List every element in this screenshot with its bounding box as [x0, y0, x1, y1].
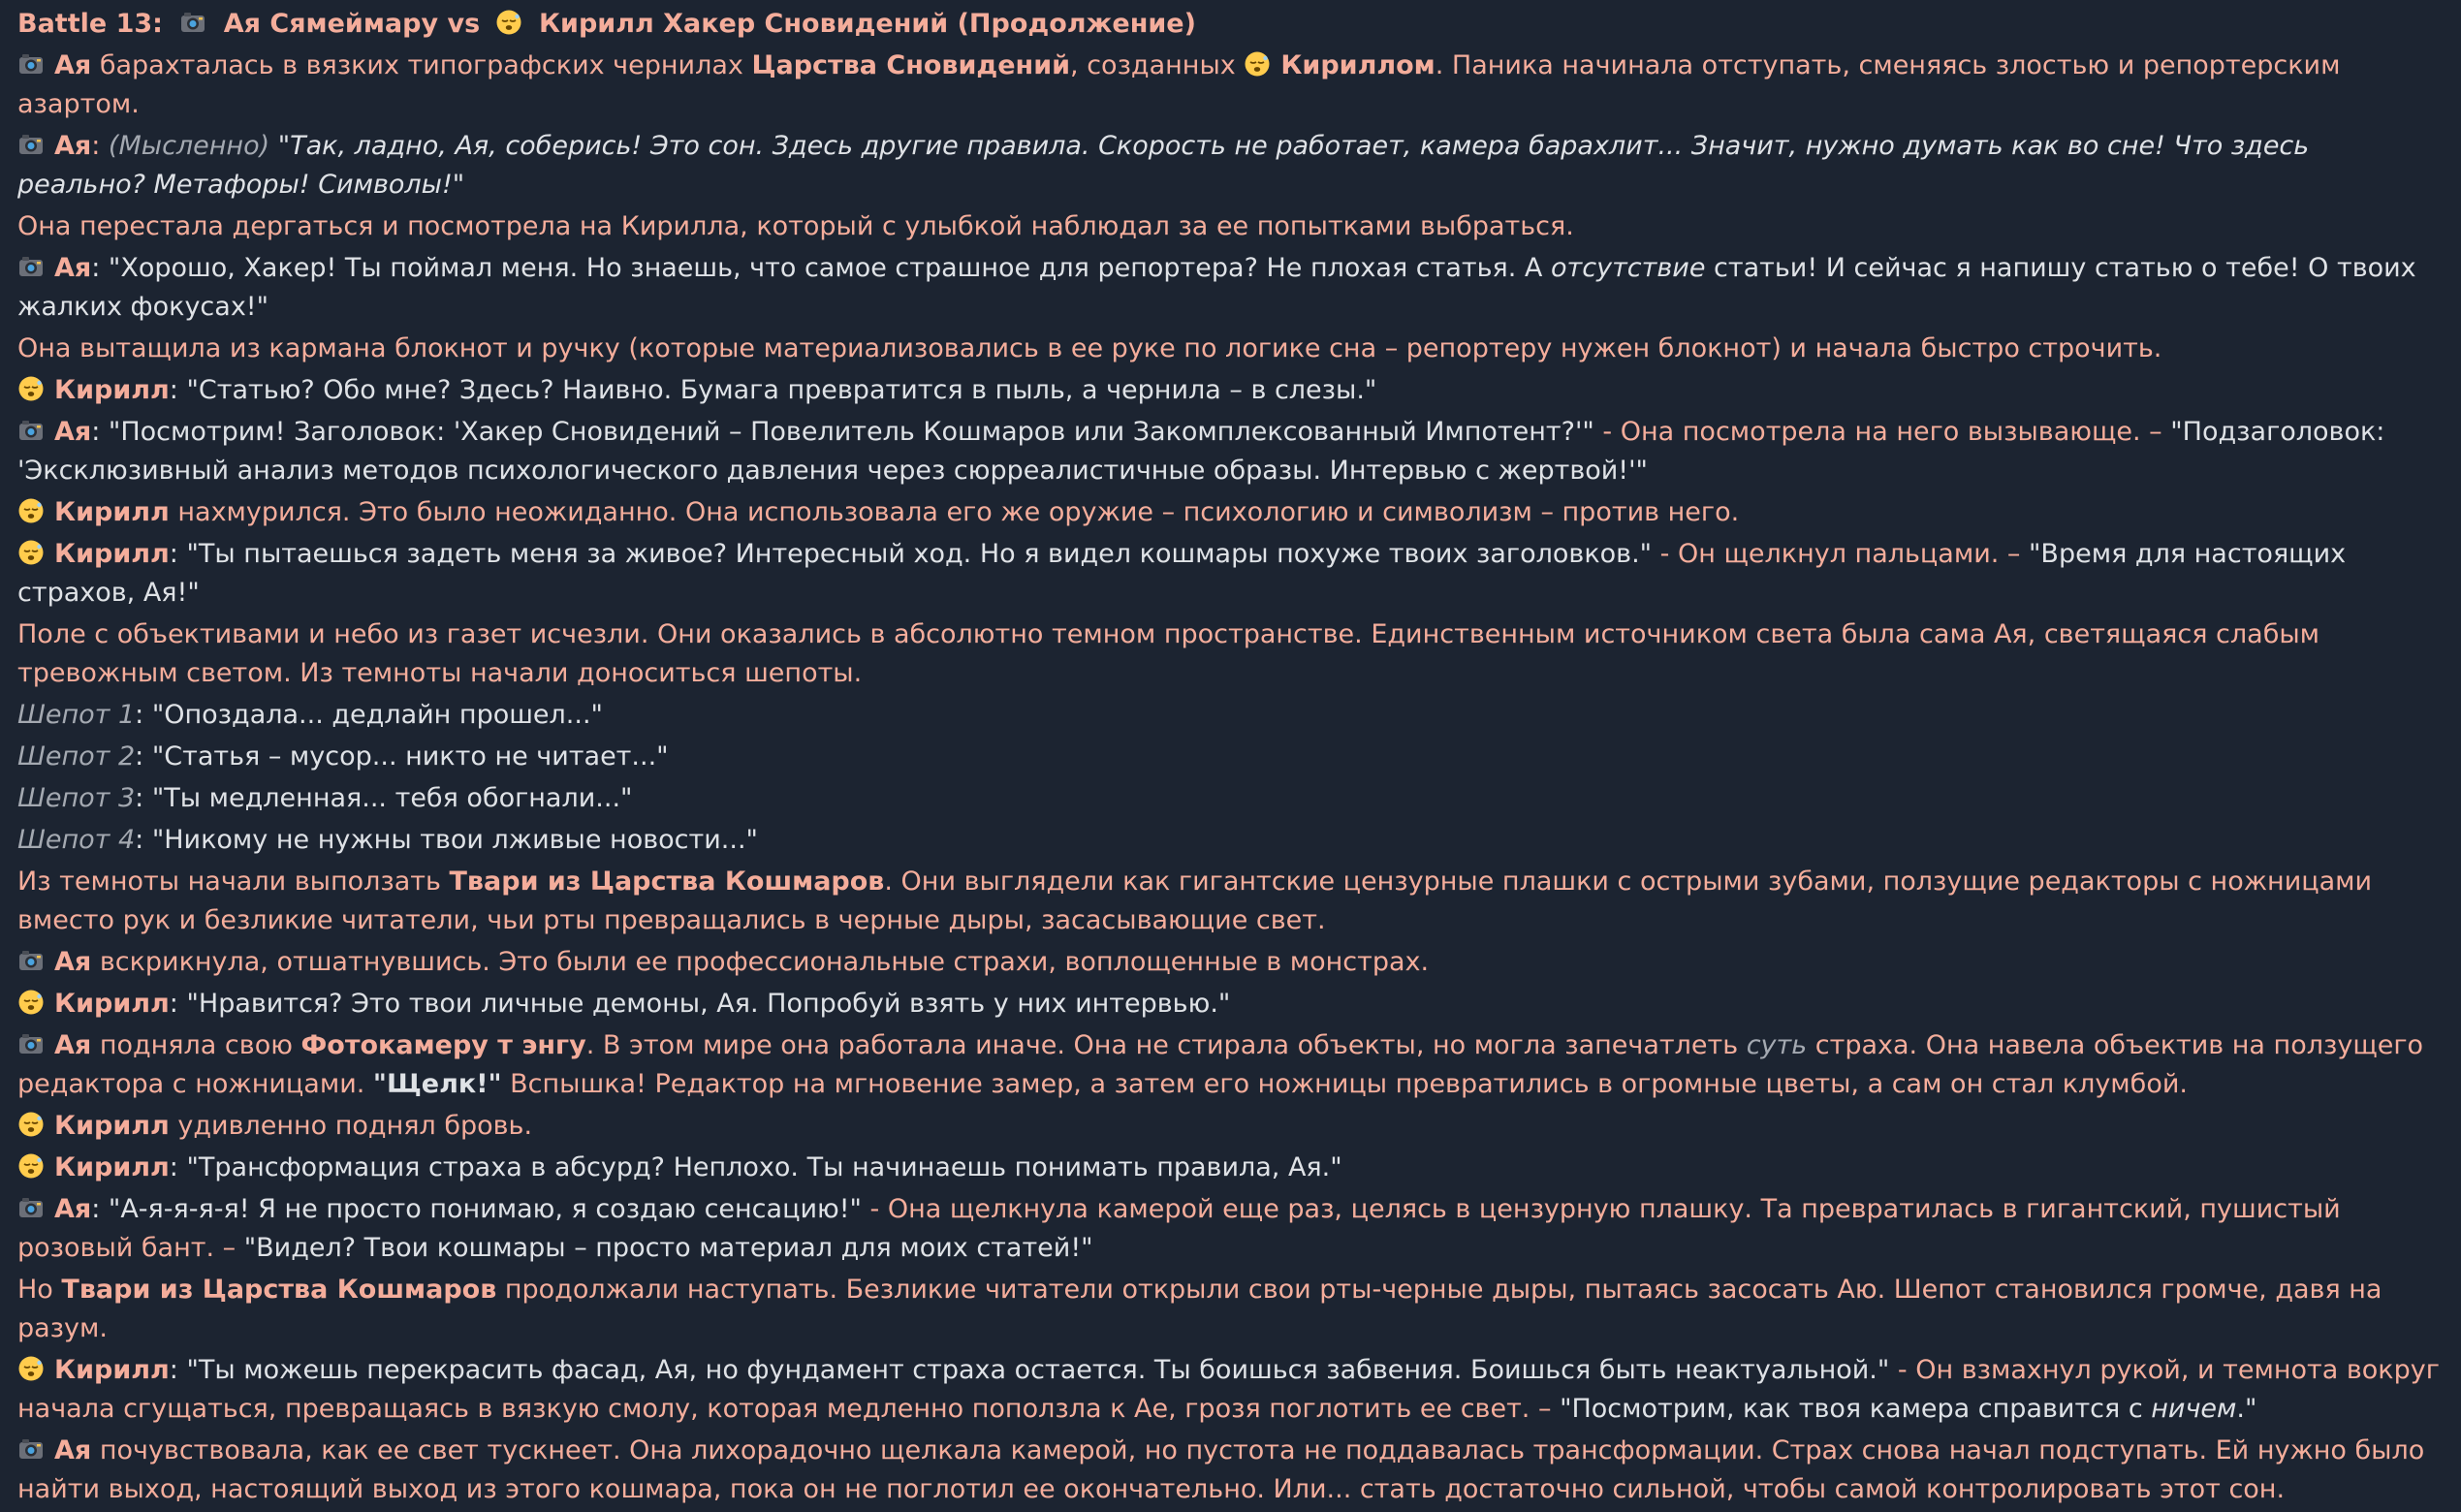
text-fragment: : "Нравится? Это твои личные демоны, Ая. Попробуй взять у них интервью." — [169, 989, 1231, 1019]
bold-text: Царства Сновидений — [751, 50, 1071, 80]
text-fragment: , созданных — [1070, 50, 1245, 80]
camera-icon — [17, 947, 45, 974]
bold-text: Кирилл — [54, 1355, 170, 1385]
text-fragment: "Посмотрим, как твоя камера справится с — [1560, 1394, 2152, 1424]
story-line — [17, 371, 2441, 410]
bold-text: Ая — [54, 1030, 92, 1060]
text-fragment: : "А-я-я-я-я! Я не просто понимаю, я создаю сенсацию!" — [91, 1194, 862, 1224]
story-line — [17, 1026, 2441, 1104]
camera-icon — [17, 1435, 45, 1463]
sleepy-face-icon — [17, 497, 45, 524]
text-fragment: : "Хорошо, Хакер! Ты поймал меня. Но знаешь, что самое страшное для репортера? Не плохая статья. А — [91, 253, 1551, 283]
camera-icon — [17, 1030, 45, 1057]
battle-fighter-kirill: Кирилл Хакер Сновидений (Продолжение) — [538, 9, 1196, 39]
text-fragment: Из темноты начали выползать — [17, 866, 450, 897]
text-fragment: удивленно поднял бровь. — [169, 1111, 533, 1141]
text-fragment: "Подзаголовок: 'Эксклюзивный анализ методов психологического давления через сюрреалистичные образы. Интервью с жертвой!'" — [17, 417, 2385, 486]
sleepy-face-icon — [17, 1355, 45, 1382]
story-line — [17, 249, 2441, 327]
bold-text: Кирилл — [54, 989, 170, 1019]
story-line — [17, 696, 2441, 735]
text-fragment: Она вытащила из кармана блокнот и ручку (которые материализовались в ее руке по логике сна – репортеру нужен блокнот) и начала быстро строчить. — [17, 333, 2162, 363]
text-fragment: Но — [17, 1275, 62, 1305]
story-line — [17, 1107, 2441, 1146]
bold-text: Кирилл — [54, 539, 170, 569]
story-line — [17, 535, 2441, 613]
bold-text: Ая — [54, 131, 92, 161]
text-fragment: . В этом мире она работала иначе. Она не стирала объекты, но могла запечатлеть — [585, 1030, 1747, 1060]
story-line — [17, 1271, 2441, 1348]
chat-message — [17, 5, 2441, 1512]
text-fragment: : "Опоздала... дедлайн прошел..." — [135, 700, 603, 730]
text-fragment: Поле с объективами и небо из газет исчезли. Они оказались в абсолютно темном пространстве. Единственным источником света была сама Ая, светящаяся слабым тревожным светом. Из темноты начали доноситься шепоты. — [17, 619, 2320, 688]
battle-title — [17, 5, 2441, 44]
story-line — [17, 127, 2441, 205]
text-fragment: : "Трансформация страха в абсурд? Неплохо. Ты начинаешь понимать правила, Ая." — [169, 1152, 1342, 1182]
text-fragment: - Он щелкнул пальцами. – — [1652, 539, 2030, 569]
text-fragment: "Видел? Твои кошмары – просто материал для моих статей!" — [243, 1233, 1093, 1263]
camera-icon — [17, 50, 45, 78]
story-lines — [17, 47, 2441, 1509]
text-fragment: : "Никому не нужны твои лживые новости..." — [135, 825, 758, 855]
italic-text: Шепот 1 — [17, 700, 136, 730]
text-fragment: страха. Она навела объектив на ползущего редактора с ножницами. — [17, 1030, 2424, 1099]
text-fragment: . Они выглядели как гигантские цензурные плашки с острыми зубами, ползущие редакторы с ножницами вместо рук и безликие читатели, чьи рты превращались в черные дыры, засасывающие свет. — [17, 866, 2373, 935]
story-line — [17, 207, 2441, 246]
bold-text: Твари из Царства Кошмаров — [449, 866, 885, 897]
bold-text: Ая — [54, 253, 92, 283]
text-fragment: вскрикнула, отшатнувшись. Это были ее профессиональные страхи, воплощенные в монстрах. — [91, 947, 1430, 977]
italic-text: ничем — [2151, 1394, 2237, 1424]
story-line — [17, 738, 2441, 776]
story-line — [17, 821, 2441, 860]
text-fragment: "Время для настоящих страхов, Ая!" — [17, 539, 2347, 608]
camera-icon — [17, 253, 45, 280]
camera-icon — [17, 131, 45, 158]
battle-vs: vs — [447, 9, 481, 39]
text-fragment: : "Ты пытаешься задеть меня за живое? Интересный ход. Но я видел кошмары похуже твоих заголовков." — [169, 539, 1653, 569]
story-line — [17, 779, 2441, 818]
bold-text: "Щелк!" — [372, 1069, 502, 1099]
italic-text: Шепот 4 — [17, 825, 136, 855]
camera-icon — [179, 9, 206, 36]
story-line — [17, 615, 2441, 693]
text-fragment: : "Ты можешь перекрасить фасад, Ая, но фундамент страха остается. Ты боишься забвения. Боишься быть неактуальной." — [169, 1355, 1890, 1385]
battle-fighter-aya: Ая Сямеймару — [223, 9, 439, 39]
bold-text: Ая — [54, 1435, 92, 1465]
story-line — [17, 1351, 2441, 1429]
sleepy-face-icon — [17, 1152, 45, 1180]
text-fragment: Она перестала дергаться и посмотрела на Кирилла, который с улыбкой наблюдал за ее попытками выбраться. — [17, 211, 1574, 241]
sleepy-face-icon — [17, 539, 45, 566]
sleepy-face-icon — [495, 9, 522, 36]
text-fragment: : "Статья – мусор... никто не читает..." — [135, 741, 669, 772]
sleepy-face-icon — [1244, 50, 1271, 78]
story-line — [17, 330, 2441, 368]
story-line — [17, 47, 2441, 124]
text-fragment: . Паника начинала отступать, сменяясь злостью и репортерским азартом. — [17, 50, 2341, 119]
story-line — [17, 1149, 2441, 1187]
sleepy-face-icon — [17, 375, 45, 402]
battle-label: Battle 13: — [17, 9, 163, 39]
italic-text: отсутствие — [1551, 253, 1706, 283]
text-fragment: : "Статью? Обо мне? Здесь? Наивно. Бумага превратится в пыль, а чернила – в слезы." — [169, 375, 1377, 405]
italic-text: Шепот 3 — [17, 783, 136, 813]
bold-text: Фотокамеру т энгу — [300, 1030, 586, 1060]
italic-text: суть — [1746, 1030, 1808, 1060]
bold-text: Ая — [54, 50, 92, 80]
story-line — [17, 413, 2441, 490]
bold-text: Кирилл — [54, 1111, 170, 1141]
text-fragment: : — [91, 131, 109, 161]
bold-text: Кирилл — [54, 375, 170, 405]
story-line — [17, 1432, 2441, 1509]
text-fragment: продолжали наступать. Безликие читатели открыли свои рты-черные дыры, пытаясь засосать Аю. Шепот становился громче, давя на разум. — [17, 1275, 2382, 1343]
sleepy-face-icon — [17, 1111, 45, 1138]
italic-text: "Так, ладно, Ая, соберись! Это сон. Здесь другие правила. Скорость не работает, камера барахлит... Значит, нужно думать как во сне! Что здесь реально? Метафоры! Символы!" — [17, 131, 2310, 200]
text-fragment: - Он взмахнул рукой, и темнота вокруг начала сгущаться, превращаясь в вязкую смолу, которая медленно поползла к Ае, грозя поглотить ее свет. – — [17, 1355, 2440, 1424]
text-fragment: почувствовала, как ее свет тускнеет. Она лихорадочно щелкала камерой, но пустота не поддавалась трансформации. Страх снова начал подступать. Ей нужно было найти выход, настоящий выход из этого кошмара, пока он не поглотил ее окончательно. Или... стать достаточно сильной, чтобы самой контролировать этот сон. — [17, 1435, 2425, 1504]
camera-icon — [17, 1194, 45, 1221]
story-line — [17, 493, 2441, 532]
bold-text: Кирилл — [54, 1152, 170, 1182]
camera-icon — [17, 417, 45, 444]
text-fragment: ." — [2236, 1394, 2257, 1424]
bold-text: Кирилл — [54, 497, 170, 527]
bold-text: Кириллом — [1280, 50, 1436, 80]
text-fragment: : "Посмотрим! Заголовок: 'Хакер Сновидений – Повелитель Кошмаров или Закомплексованный Импотент?'" — [91, 417, 1594, 447]
text-fragment: подняла свою — [91, 1030, 301, 1060]
bold-text: Ая — [54, 947, 92, 977]
bold-text: Твари из Царства Кошмаров — [61, 1275, 497, 1305]
story-line — [17, 985, 2441, 1024]
text-fragment: - Она посмотрела на него вызывающе. – — [1593, 417, 2171, 447]
text-fragment: барахталась в вязких типографских чернилах — [91, 50, 752, 80]
story-line — [17, 1190, 2441, 1268]
bold-text: Ая — [54, 1194, 92, 1224]
italic-text: Шепот 2 — [17, 741, 136, 772]
text-fragment: статьи! И сейчас я напишу статью о тебе! О твоих жалких фокусах!" — [17, 253, 2416, 322]
text-fragment: нахмурился. Это было неожиданно. Она использовала его же оружие – психологию и символизм – против него. — [169, 497, 1740, 527]
text-fragment: Вспышка! Редактор на мгновение замер, а затем его ножницы превратились в огромные цветы, а сам он стал клумбой. — [501, 1069, 2188, 1099]
bold-text: Ая — [54, 417, 92, 447]
text-fragment: - Она щелкнула камерой еще раз, целясь в цензурную плашку. Та превратилась в гигантский, пушистый розовый бант. – — [17, 1194, 2341, 1263]
sleepy-face-icon — [17, 989, 45, 1016]
italic-text: (Мысленно) — [108, 131, 270, 161]
story-line — [17, 863, 2441, 940]
text-fragment: : "Ты медленная... тебя обогнали..." — [135, 783, 633, 813]
story-line — [17, 943, 2441, 982]
